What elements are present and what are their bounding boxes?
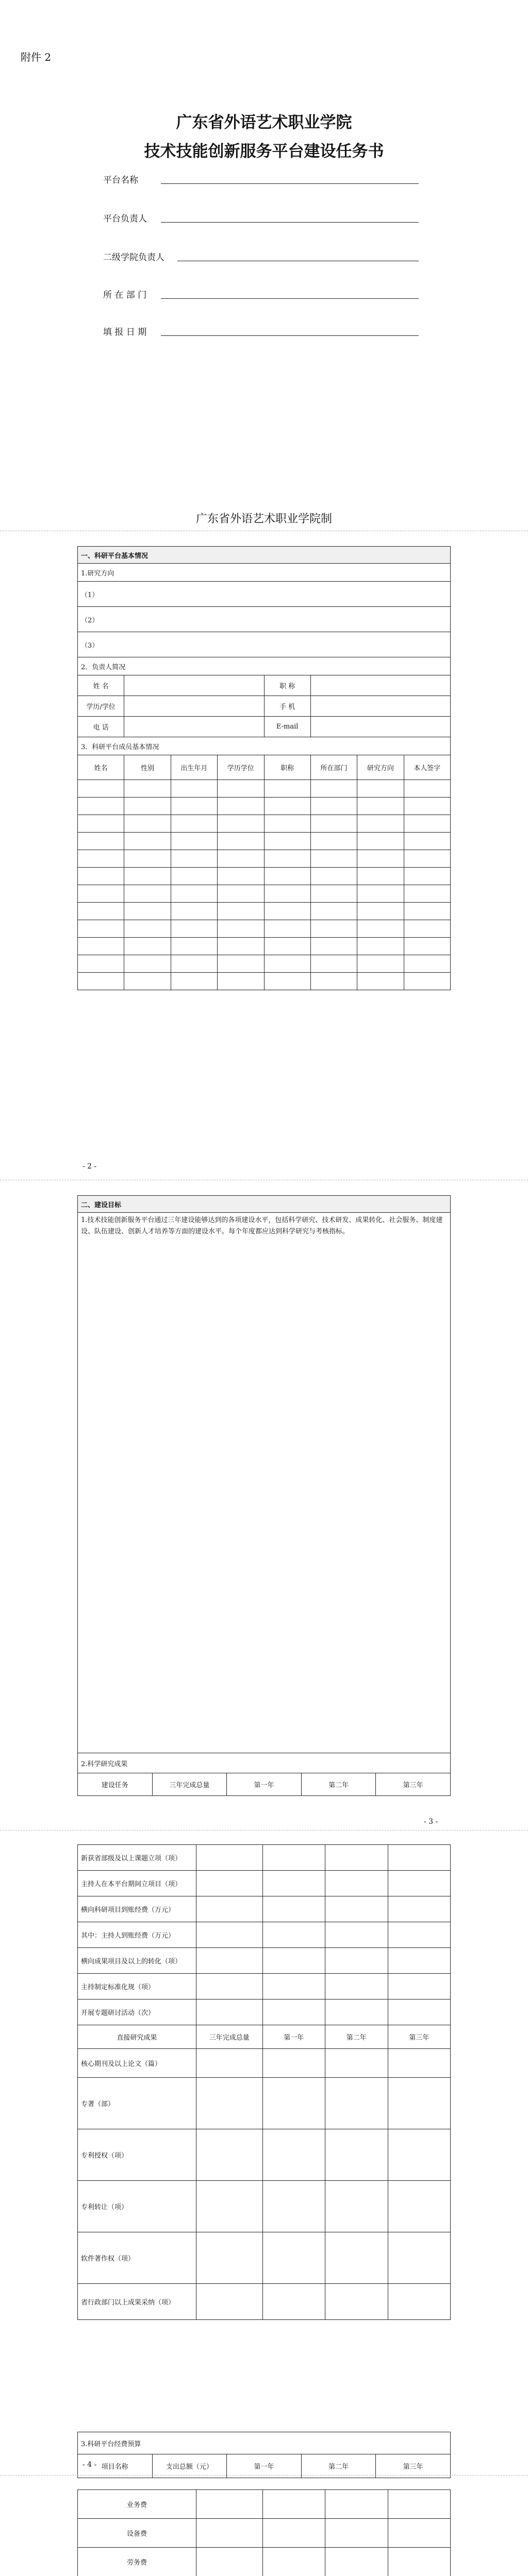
leader-degree-value[interactable] <box>124 696 264 717</box>
cover-page <box>0 0 528 536</box>
col-sign: 本人签字 <box>404 755 450 780</box>
col-year1: 第一年 <box>227 1773 302 1796</box>
page4-table-wrap <box>77 2489 451 2576</box>
leader-title-label: 职 称 <box>264 675 310 696</box>
line-department[interactable] <box>161 298 419 299</box>
line-platform-name[interactable] <box>161 183 419 184</box>
results-table <box>77 1844 451 2320</box>
table-row[interactable]: 横向科研项目到账经费（万元） <box>78 1896 451 1922</box>
cover-title-1: 广东省外语艺术职业学院 <box>176 113 352 132</box>
page-4 <box>0 2479 528 2576</box>
table-row[interactable]: 核心期刊及以上论文（篇） <box>78 2049 451 2078</box>
leader-name-label: 姓 名 <box>78 675 124 696</box>
table-row[interactable] <box>78 798 451 815</box>
line-date[interactable] <box>161 335 419 336</box>
budget-table <box>77 2489 451 2576</box>
leader-degree-label: 学历/学位 <box>78 696 124 717</box>
leader-phone-label: 电 话 <box>78 717 124 737</box>
leader-title-value[interactable] <box>310 675 450 696</box>
page2-table-wrap <box>77 1195 451 1796</box>
table-row[interactable] <box>78 903 451 920</box>
page-3 <box>0 1834 528 2494</box>
col-total-2: 三年完成总量 <box>196 2025 262 2049</box>
table-row[interactable]: 主持制定标准化规（项） <box>78 1974 451 1999</box>
table-row[interactable]: 劳务费 <box>78 2548 451 2576</box>
section-1-header: 一、科研平台基本情况 <box>78 547 451 564</box>
dir-2[interactable]: （2） <box>78 607 451 632</box>
col-birth: 出生年月 <box>171 755 217 780</box>
col-b-year1: 第一年 <box>227 2454 302 2478</box>
col-item: 项目名称 <box>78 2454 153 2478</box>
dir-1[interactable]: （1） <box>78 582 451 607</box>
col-gender: 性别 <box>124 755 171 780</box>
dir-3[interactable]: （3） <box>78 632 451 657</box>
field-platform-leader: 平台负责人 <box>103 214 147 224</box>
field-college-leader: 二级学院负责人 <box>103 252 164 263</box>
leader-email-label: E-mail <box>264 717 310 737</box>
col-title: 职称 <box>264 755 310 780</box>
annex-label: 附件 2 <box>21 51 52 63</box>
research-dir-label: 1.研究方向 <box>78 564 451 582</box>
page-divider <box>0 2475 528 2476</box>
table-row[interactable]: 省行政部门以上成果采纳（项） <box>78 2284 451 2320</box>
col-direction: 研究方向 <box>357 755 404 780</box>
page-divider <box>0 1830 528 1831</box>
budget-header-table <box>77 2432 451 2478</box>
leader-email-value[interactable] <box>310 717 450 737</box>
leader-info-label: 2．负责人简况 <box>78 657 451 675</box>
table-row[interactable] <box>78 815 451 833</box>
leader-mobile-label: 手 机 <box>264 696 310 717</box>
leader-name-value[interactable] <box>124 675 264 696</box>
table-row[interactable] <box>78 868 451 885</box>
table-row[interactable]: 软件著作权（项） <box>78 2232 451 2284</box>
goal-text[interactable]: 1.技术技能创新服务平台通过三年建设能够达到的各项建设水平，包括科学研究、技术研发、成果转化、社会服务、制度建设、队伍建设、创新人才培养等方面的建设水平。每个年度都应达到科学研究与考核指标。 <box>78 1213 451 1753</box>
table-row[interactable] <box>78 955 451 973</box>
table-row[interactable] <box>78 973 451 990</box>
leader-mobile-value[interactable] <box>310 696 450 717</box>
table-row[interactable] <box>78 938 451 955</box>
table-row[interactable]: 横向成果项目及以上的转化（项） <box>78 1948 451 1974</box>
page-number-4: - 4 - <box>82 2461 97 2469</box>
page-2 <box>0 1185 528 1834</box>
sci-results-title: 2.科学研究成果 <box>78 1753 451 1773</box>
table-row[interactable]: 业务费 <box>78 2490 451 2519</box>
table-row[interactable] <box>78 850 451 868</box>
section-2-header: 二、建设目标 <box>78 1196 451 1213</box>
table-row[interactable] <box>78 780 451 798</box>
table-row[interactable]: 专利授权（项） <box>78 2129 451 2181</box>
page3-budget-wrap <box>77 2432 451 2478</box>
col-year2-2: 第二年 <box>325 2025 388 2049</box>
table-row[interactable] <box>78 920 451 938</box>
col-year3: 第三年 <box>376 1773 451 1796</box>
table-row[interactable]: 设备费 <box>78 2519 451 2548</box>
table-row[interactable]: 专著（部） <box>78 2078 451 2129</box>
page1-table-wrap <box>77 546 451 990</box>
field-department: 所 在 部 门 <box>103 290 147 300</box>
col-direct-results: 直接研究成果 <box>78 2025 196 2049</box>
line-platform-leader[interactable] <box>161 222 419 223</box>
col-total: 三年完成总量 <box>152 1773 227 1796</box>
field-platform-name: 平台名称 <box>103 175 138 185</box>
field-date: 填 报 日 期 <box>103 327 147 337</box>
table-row[interactable] <box>78 833 451 850</box>
table-row[interactable]: 主持人在本平台期间立项目（项） <box>78 1871 451 1896</box>
col-degree: 学历学位 <box>218 755 264 780</box>
col-year3-2: 第三年 <box>388 2025 451 2049</box>
col-b-year2: 第二年 <box>301 2454 376 2478</box>
col-expense: 支出总额（元） <box>152 2454 227 2478</box>
goals-table <box>77 1195 451 1796</box>
col-b-year3: 第三年 <box>376 2454 451 2478</box>
col-task: 建设任务 <box>78 1773 153 1796</box>
col-dept: 所在部门 <box>310 755 357 780</box>
page-1 <box>0 536 528 1206</box>
cover-title-2: 技术技能创新服务平台建设任务书 <box>144 142 384 161</box>
line-college-leader[interactable] <box>177 260 419 261</box>
table-row[interactable]: 其中：主持人到账经费（万元） <box>78 1922 451 1948</box>
col-year2: 第二年 <box>301 1773 376 1796</box>
table-row[interactable]: 新获省部级及以上课题立项（项） <box>78 1845 451 1871</box>
table-row[interactable]: 专利转让（项） <box>78 2181 451 2232</box>
col-year1-2: 第一年 <box>262 2025 325 2049</box>
table-row[interactable]: 开展专题研讨活动（次） <box>78 1999 451 2025</box>
basic-info-table <box>77 546 451 990</box>
page3-table-wrap <box>77 1844 451 2320</box>
cover-school: 广东省外语艺术职业学院制 <box>195 513 332 526</box>
page-number-2: - 2 - <box>82 1162 97 1171</box>
leader-phone-value[interactable] <box>124 717 264 737</box>
page-number-3: - 3 - <box>424 1818 438 1826</box>
members-title: 3．科研平台成员基本情况 <box>78 737 451 755</box>
table-row[interactable] <box>78 885 451 903</box>
col-name: 姓名 <box>78 755 124 780</box>
budget-title: 3.科研平台经费预算 <box>78 2432 451 2454</box>
